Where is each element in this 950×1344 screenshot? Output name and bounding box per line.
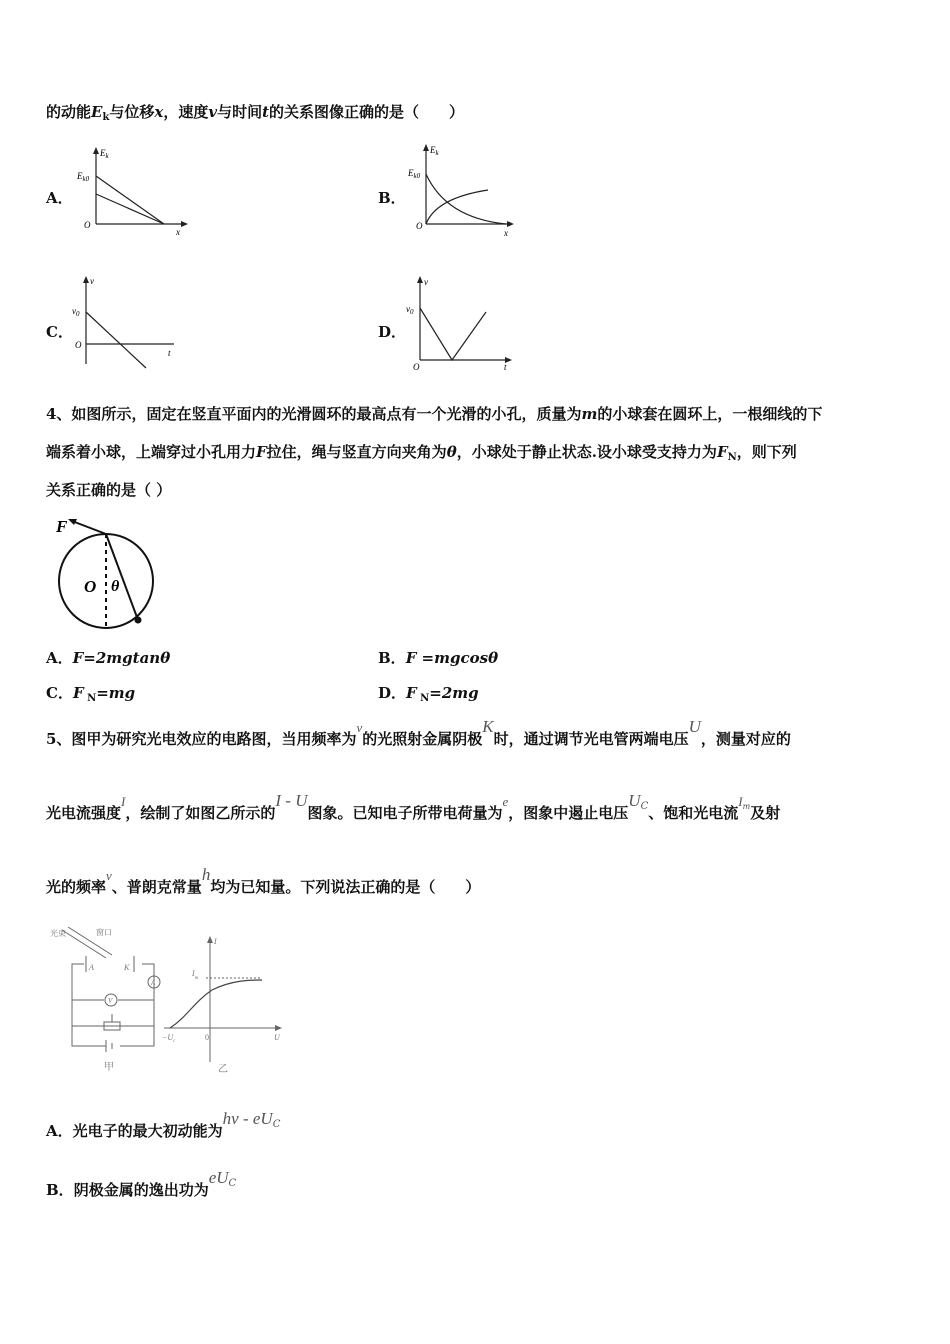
line-upper [96, 176, 164, 224]
q3-option-d-label[interactable]: D． [378, 323, 407, 341]
q5-option-a-label: A． [46, 1122, 73, 1140]
y0-label: $v_0$ [72, 306, 80, 318]
circuit-right-wire [120, 964, 154, 1046]
graph-i-label: I [214, 937, 217, 946]
q5-text: 的光照射金属阴极 [362, 730, 483, 748]
q4-f: F [256, 443, 267, 461]
q4-option-c-rest: =mg [96, 684, 136, 702]
q5-option-b-text: 阴极金属的逸出功为 [73, 1181, 209, 1199]
caption-jia: 甲 [104, 1062, 114, 1073]
q4-text: ，小球处于静止状态.设小球受支持力为 [456, 443, 717, 461]
q5-option-b[interactable] [46, 1168, 237, 1201]
q4-text: ，则下列 [736, 443, 797, 461]
q5-im: I [738, 794, 743, 809]
window-label: 窗口 [96, 928, 112, 937]
q5-nu-2: ν [106, 868, 112, 883]
q5-option-b-sub: C [228, 1178, 237, 1189]
graph-y-arrow [207, 936, 213, 943]
q4-option-d-rest: =2mg [429, 684, 479, 702]
q3-stem-ek: E [91, 103, 103, 121]
q4-option-a-label: A． [46, 649, 73, 667]
q3-stem-text-3: ，速度 [163, 103, 209, 121]
center-label: O [84, 577, 97, 596]
q4-fn-sub: N [727, 452, 737, 463]
graph-x-arrow [275, 1025, 282, 1031]
q5-u: U [688, 717, 701, 736]
q3-stem-x: x [154, 103, 164, 121]
q5-text: 均为已知量。下列说法正确的是（ ） [210, 878, 481, 896]
force-label: F [56, 517, 68, 536]
y0-label: $v_0$ [406, 304, 414, 316]
origin-label: O [413, 362, 420, 372]
x-axis-label: x [176, 227, 180, 237]
q4-text: 拉住，绳与竖直方向夹角为 [266, 443, 447, 461]
q3-stem-text-4: 与时间 [217, 103, 263, 121]
q4-option-b-text: F =mgcosθ [405, 649, 499, 667]
graph-neg-uc-label: $-U_c$ [162, 1033, 176, 1044]
force-arrow [72, 521, 106, 534]
q4-option-a[interactable] [46, 647, 170, 668]
q5-iu: I - U [275, 791, 308, 810]
ball [135, 617, 142, 624]
q4-circle-figure [50, 512, 160, 632]
y-arrow [417, 276, 423, 283]
q3-stem [46, 101, 464, 123]
q5-text: 时，通过调节光电管两端电压 [493, 730, 689, 748]
circuit-left-wire [72, 964, 106, 1046]
q5-h: h [201, 865, 211, 884]
x-arrow [507, 221, 514, 227]
q4-option-d-sub: N [416, 693, 430, 704]
q3-option-b-label[interactable]: B． [378, 189, 406, 207]
q5-text: 光电流强度 [46, 804, 122, 822]
light-beam-label: 光束 [50, 929, 66, 938]
q4-option-d-label: D． [378, 684, 407, 702]
q4-text: 的小球套在圆环上，一根细线的下 [597, 405, 823, 423]
q5-text: 、饱和光电流 [648, 804, 739, 822]
x-axis-label: t [504, 362, 507, 372]
q3-option-a-label[interactable]: A． [46, 189, 73, 207]
q3-stem-text-1: 的动能 [46, 103, 92, 121]
q3-stem-text-2: 与位移 [109, 103, 155, 121]
q5-option-a[interactable] [46, 1109, 281, 1142]
q5-figure [46, 922, 292, 1074]
q5-option-a-sub: C [272, 1119, 281, 1130]
graph-im-label: $I_m$ [192, 969, 199, 981]
q3-option-d-graph [404, 272, 520, 374]
graph-origin-label: 0 [205, 1033, 209, 1042]
q5-text: ，绘制了如图乙所示的 [125, 804, 276, 822]
q4-option-a-text: F=2mgtanθ [72, 649, 171, 667]
q4-option-d[interactable] [378, 682, 479, 704]
q4-theta: θ [446, 443, 457, 461]
q4-option-c[interactable] [46, 682, 135, 704]
q4-option-b-label: B． [378, 649, 406, 667]
y-arrow [423, 144, 429, 151]
q3-stem-v: v [208, 103, 218, 121]
line-lower [96, 194, 164, 224]
angle-label: θ [111, 578, 120, 595]
q4-option-c-sub: N [83, 693, 97, 704]
q4-text: 端系着小球，上端穿过小孔用力 [46, 443, 257, 461]
q4-text: 4、如图所示，固定在竖直平面内的光滑圆环的最高点有一个光滑的小孔，质量为 [46, 405, 582, 423]
curve-decreasing [426, 174, 506, 224]
q5-line-3 [46, 865, 481, 897]
graph-u-label: U [274, 1033, 280, 1042]
string [106, 534, 138, 620]
q3-option-b-graph [406, 140, 518, 240]
voltmeter-label: V [108, 997, 113, 1005]
x-arrow [181, 221, 188, 227]
y0-label: $E_{k0}$ [77, 171, 90, 183]
q5-text: ，测量对应的 [700, 730, 791, 748]
q5-text: ，图象中遏止电压 [508, 804, 629, 822]
q4-option-b[interactable] [378, 647, 498, 668]
y-axis-label: v [90, 276, 94, 286]
q3-stem-ek-sub: k [102, 112, 110, 123]
q5-option-a-math: hν - eU [222, 1109, 273, 1128]
iu-curve [170, 980, 262, 1028]
q5-uc: U [628, 791, 641, 810]
q5-line-2 [46, 791, 781, 824]
q3-stem-text-5: 的关系图像正确的是（ ） [269, 103, 465, 121]
q4-option-c-f: F [72, 684, 84, 702]
origin-label: O [416, 221, 423, 231]
x-axis-label: t [168, 348, 171, 358]
caption-yi: 乙 [218, 1064, 228, 1074]
x-axis-label: x [504, 228, 508, 238]
anode-label: A [89, 963, 94, 972]
line-v [86, 312, 146, 368]
q3-option-c-graph [70, 272, 182, 372]
q5-text: 、普朗克常量 [111, 878, 202, 896]
y-arrow [83, 276, 89, 283]
origin-label: O [75, 340, 82, 350]
ammeter-label: A [151, 979, 156, 987]
q5-option-b-math: eU [208, 1168, 229, 1187]
q5-nu: ν [356, 720, 363, 735]
q5-k: K [482, 717, 494, 736]
q3-option-c-label[interactable]: C． [46, 323, 73, 341]
q4-line-3: 关系正确的是（ ） [46, 481, 172, 499]
q5-option-b-label: B． [46, 1181, 74, 1199]
q4-m: m [581, 405, 598, 423]
y-axis-label: $E_k$ [100, 148, 109, 160]
q5-text: 光的频率 [46, 878, 107, 896]
q5-option-a-text: 光电子的最大初动能为 [72, 1122, 223, 1140]
q4-line-2 [46, 441, 797, 463]
ring [59, 534, 153, 628]
y-axis-label: $E_k$ [430, 145, 439, 157]
q5-i: I [121, 794, 126, 809]
q5-im-sub: m [742, 802, 751, 811]
y-axis-label: v [424, 277, 428, 287]
q5-uc-sub: C [640, 801, 649, 812]
q5-text: 5、图甲为研究光电效应的电路图，当用频率为 [46, 730, 357, 748]
cathode-label: K [124, 963, 130, 972]
q5-e: e [502, 794, 509, 809]
q5-text: 图象。已知电子所带电荷量为 [307, 804, 503, 822]
origin-label: O [84, 220, 91, 230]
q5-line-1 [46, 717, 791, 749]
q4-fn: F [716, 443, 728, 461]
q4-option-c-label: C． [46, 684, 73, 702]
y-arrow [93, 147, 99, 154]
q4-line-1 [46, 403, 822, 424]
q4-option-d-f: F [406, 684, 417, 702]
q5-text: 及射 [750, 804, 781, 822]
line-v-shape [420, 308, 486, 360]
y0-label: $E_{k0}$ [408, 168, 421, 180]
q3-option-a-graph [76, 142, 196, 240]
q3-stem-t: t [262, 103, 270, 121]
